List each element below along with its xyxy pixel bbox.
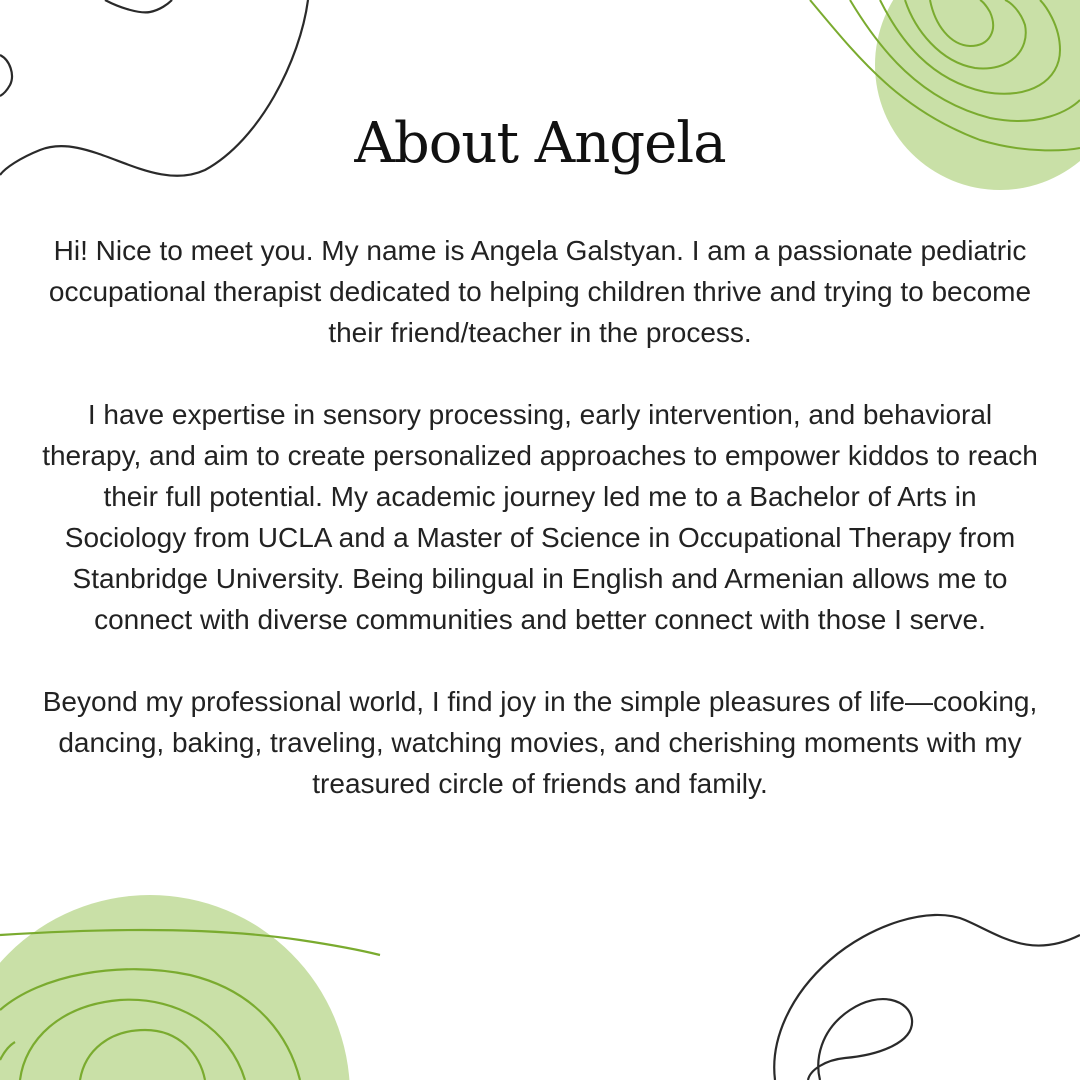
intro-paragraph: Hi! Nice to meet you. My name is Angela Galstyan. I am a passionate pediatric occupational therapist dedicated to helping children thrive and trying to become their friend/teacher in the process.: [48, 235, 1032, 348]
personal-paragraph: Beyond my professional world, I find joy in the simple pleasures of life—cooking, dancing, baking, traveling, watching movies, and cherishing moments with my treasured circle of friends and family.: [42, 686, 1038, 799]
bottom-left-green-blob: [0, 895, 350, 1080]
page-title: About Angela: [354, 111, 726, 176]
bottom-right-dark-lines: [774, 915, 1080, 1080]
about-text: [40, 230, 1040, 804]
expertise-paragraph: I have expertise in sensory processing, early intervention, and behavioral therapy, and aim to create personalized approaches to empower kiddos to reach their full potential. My academic journey led me to a Bachelor of Arts in Sociology from UCLA and a Master of Science in Occupational Therapy from Stanbridge University. Being bilingual in English and Armenian allows me to connect with diverse communities and better connect with those I serve.: [42, 399, 1038, 635]
